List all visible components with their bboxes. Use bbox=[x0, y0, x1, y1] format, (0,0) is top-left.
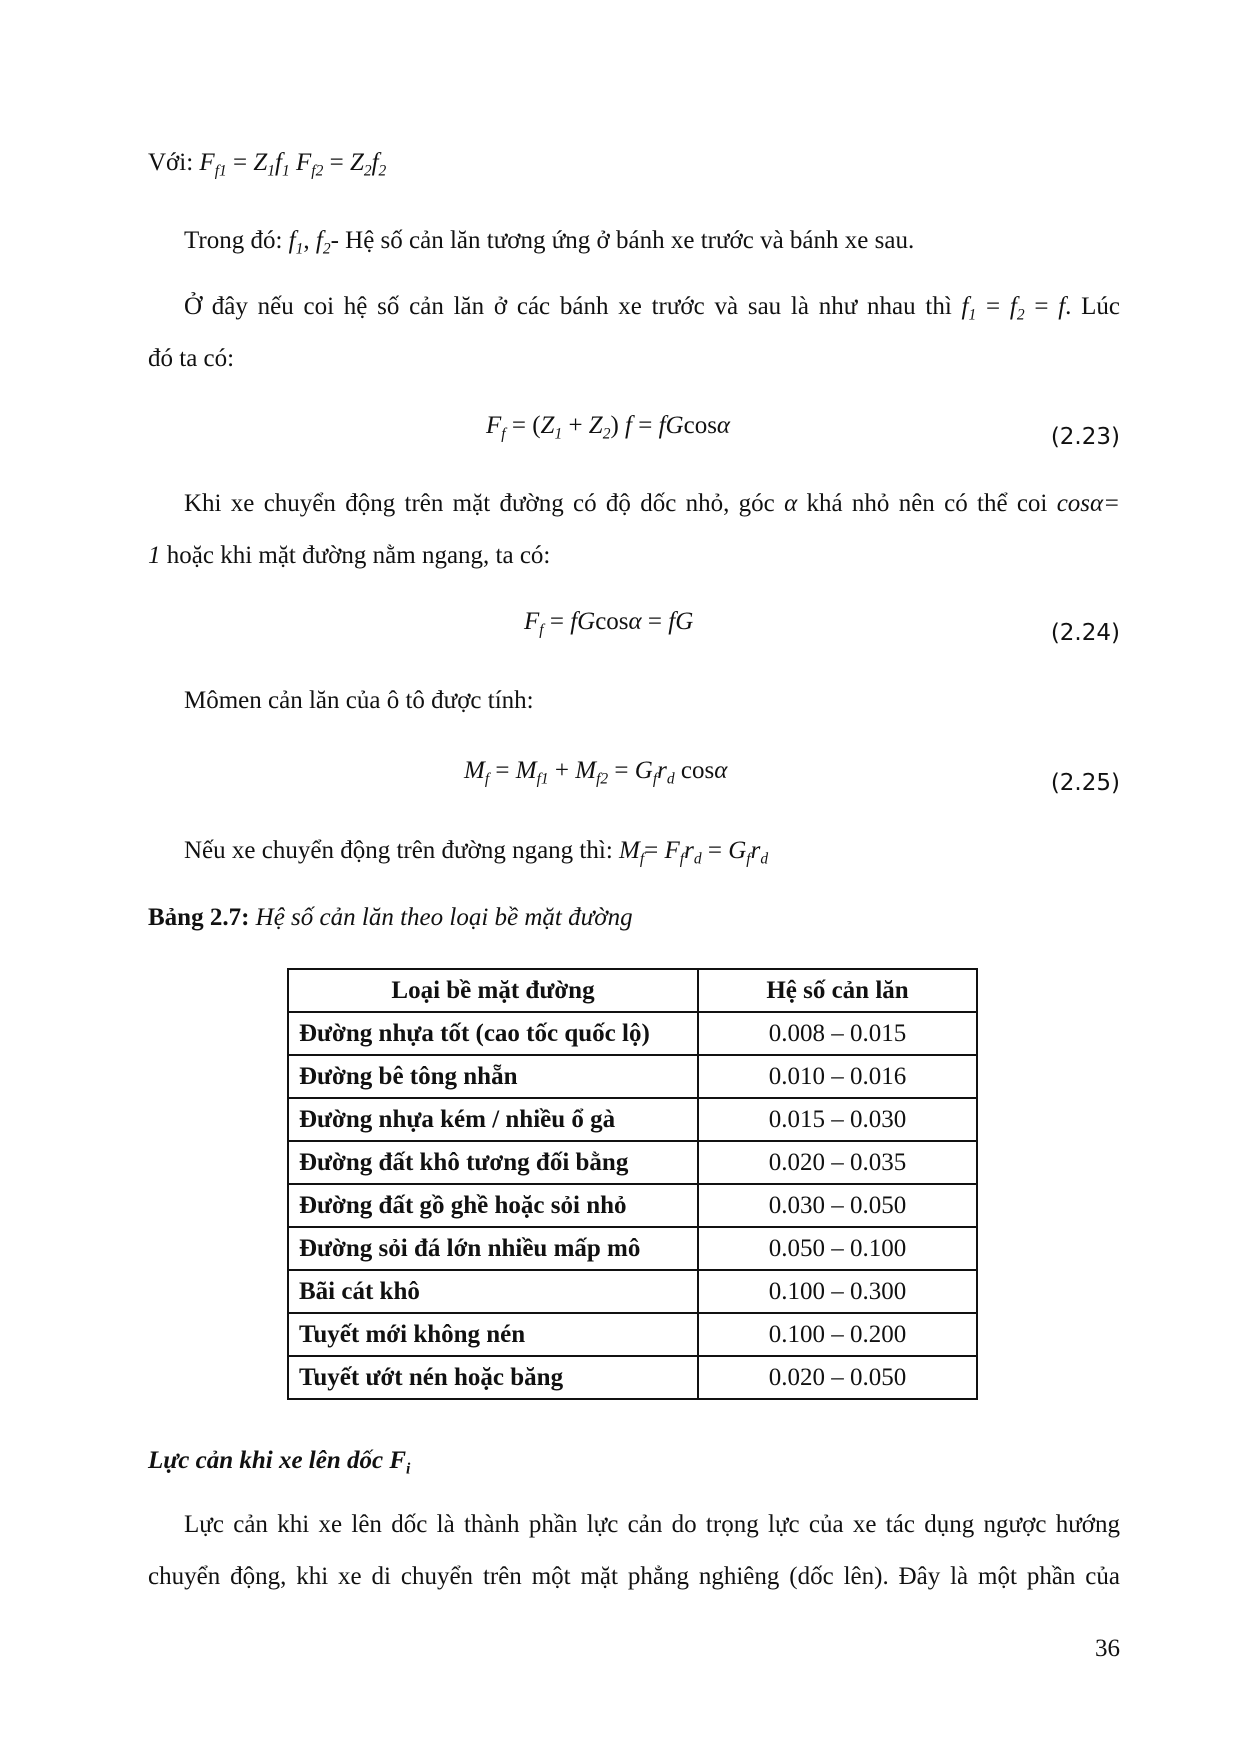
table-cell-coefficient: 0.010 – 0.016 bbox=[698, 1055, 977, 1098]
equation-mf-horizontal: $M_f= F_fr_d = G_fr_d$ bbox=[619, 837, 769, 868]
paragraph-rolling-moment: Mômen cản lăn của ô tô được tính: bbox=[184, 687, 534, 714]
table-row bbox=[288, 1141, 977, 1184]
paragraph-horizontal-road bbox=[184, 836, 768, 866]
paragraph-equal-coefficients-line-a bbox=[184, 292, 1120, 322]
table-cell-surface: Tuyết mới không nén bbox=[288, 1313, 698, 1356]
table-row bbox=[288, 1356, 977, 1399]
para1-comma: , bbox=[303, 227, 316, 254]
paragraph-coefficients-definition bbox=[184, 226, 914, 256]
table-caption bbox=[148, 903, 633, 933]
symbol-f1: $f_1$ bbox=[288, 227, 304, 258]
para5-text: Nếu xe chuyển động trên đường ngang thì: bbox=[184, 837, 620, 864]
table-cell-coefficient: 0.100 – 0.300 bbox=[698, 1270, 977, 1313]
table-cell-surface: Bãi cát khô bbox=[288, 1270, 698, 1313]
table-row bbox=[288, 1098, 977, 1141]
para2-line-a-end: . Lúc bbox=[1065, 293, 1121, 320]
paragraph-small-slope-line-b bbox=[148, 541, 550, 571]
paragraph-small-slope-line-a bbox=[184, 489, 1120, 519]
equation-2-24: $F_f = fGcos\alpha$ = fG bbox=[524, 608, 694, 639]
rolling-resistance-table bbox=[287, 968, 978, 1400]
equation-number-2-23: (2.23) bbox=[1050, 424, 1120, 450]
symbol-f2: $f_2$ bbox=[315, 227, 331, 258]
table-cell-surface: Đường bê tông nhẵn bbox=[288, 1055, 698, 1098]
table-row bbox=[288, 1184, 977, 1227]
table-row bbox=[288, 1313, 977, 1356]
table-cell-coefficient: 0.020 – 0.035 bbox=[698, 1141, 977, 1184]
equation-2-23: $F_f = (Z_1 + Z_2) f = fGcos\alpha$ bbox=[486, 412, 731, 443]
intro-prefix: Với: bbox=[148, 149, 200, 176]
table-cell-coefficient: 0.008 – 0.015 bbox=[698, 1012, 977, 1055]
para1-text-b: - Hệ số cản lăn tương ứng ở bánh xe trước và bánh xe sau. bbox=[330, 227, 915, 254]
table-cell-surface: Đường đất gồ ghề hoặc sỏi nhỏ bbox=[288, 1184, 698, 1227]
table-cell-surface: Tuyết ướt nén hoặc băng bbox=[288, 1356, 698, 1399]
table-cell-surface: Đường nhựa kém / nhiều ổ gà bbox=[288, 1098, 698, 1141]
paragraph-grade-resistance-line-b: chuyển động, khi xe di chuyển trên một mặt phẳng nghiêng (dốc lên). Đây là một phần của bbox=[148, 1563, 1120, 1590]
paragraph-equal-coefficients-line-b: đó ta có: bbox=[148, 345, 235, 372]
section-heading-sub: i bbox=[406, 1460, 411, 1478]
table-cell-coefficient: 0.050 – 0.100 bbox=[698, 1227, 977, 1270]
para3-line-a-mid: khá nhỏ nên có thể coi bbox=[797, 490, 1057, 517]
page-number: 36 bbox=[1095, 1635, 1120, 1662]
intro-formula-line bbox=[148, 148, 386, 178]
cos-alpha-expression: cosα= bbox=[1056, 490, 1121, 517]
table-row bbox=[288, 1270, 977, 1313]
table-row bbox=[288, 1012, 977, 1055]
table-cell-surface: Đường đất khô tương đối bằng bbox=[288, 1141, 698, 1184]
table-row bbox=[288, 1227, 977, 1270]
table-cell-surface: Đường sỏi đá lớn nhiều mấp mô bbox=[288, 1227, 698, 1270]
section-heading-grade-resistance bbox=[148, 1446, 410, 1476]
para2-line-a: Ở đây nếu coi hệ số cản lăn ở các bánh xe trước và sau là như nhau thì bbox=[184, 293, 962, 320]
equation-2-25: $M_f = M_{f1} + M_{f2} = G_fr_d$ cosα bbox=[464, 757, 728, 788]
table-cell-surface: Đường nhựa tốt (cao tốc quốc lộ) bbox=[288, 1012, 698, 1055]
table-cell-coefficient: 0.100 – 0.200 bbox=[698, 1313, 977, 1356]
para3-line-b: hoặc khi mặt đường nằm ngang, ta có: bbox=[160, 542, 551, 569]
symbol-alpha: α bbox=[784, 490, 798, 517]
para1-text-a: Trong đó: bbox=[184, 227, 289, 254]
table-cell-coefficient: 0.030 – 0.050 bbox=[698, 1184, 977, 1227]
equation-number-2-24: (2.24) bbox=[1050, 620, 1120, 646]
table-cell-coefficient: 0.020 – 0.050 bbox=[698, 1356, 977, 1399]
equation-number-2-25: (2.25) bbox=[1050, 770, 1120, 796]
table-header-row bbox=[288, 969, 977, 1012]
table-header-surface: Loại bề mặt đường bbox=[288, 969, 698, 1012]
para3-line-a: Khi xe chuyển động trên mặt đường có độ dốc nhỏ, góc bbox=[184, 490, 785, 517]
table-row bbox=[288, 1055, 977, 1098]
formula-ff1-ff2: $F_{f1} = Z_1f_1$ $F_{f2} = Z_2f_2$ bbox=[199, 149, 387, 180]
table-caption-title: Hệ số cản lăn theo loại bề mặt đường bbox=[249, 904, 633, 931]
section-heading-text: Lực cản khi xe lên dốc F bbox=[148, 1447, 407, 1474]
paragraph-grade-resistance-line-a: Lực cản khi xe lên dốc là thành phần lực cản do trọng lực của xe tác dụng ngược hướng bbox=[184, 1511, 1120, 1538]
table-header-coefficient: Hệ số cản lăn bbox=[698, 969, 977, 1012]
table-cell-coefficient: 0.015 – 0.030 bbox=[698, 1098, 977, 1141]
equation-f1-f2-f: $f_1 = f_2 = f$ bbox=[961, 293, 1066, 324]
number-one: 1 bbox=[148, 542, 161, 569]
table-caption-label: Bảng 2.7: bbox=[148, 904, 250, 931]
